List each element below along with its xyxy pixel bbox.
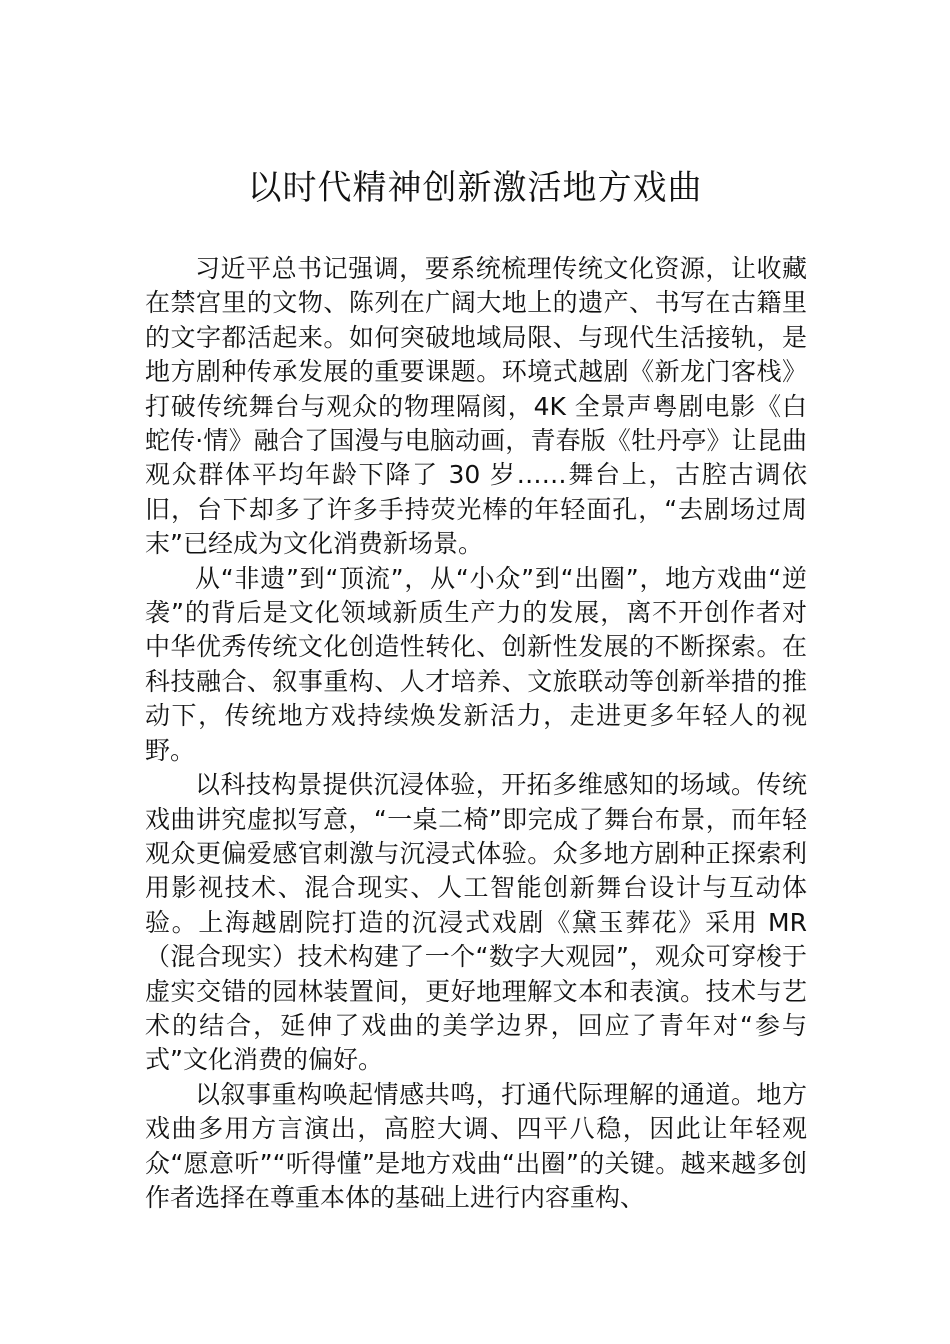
paragraph-4: 以叙事重构唤起情感共鸣，打通代际理解的通道。地方戏曲多用方言演出，高腔大调、四平八稳，因此让年轻观众“愿意听”“听得懂”是地方戏曲“出圈”的关键。越来越多创作者选择在尊重本体的基础上进行内容重构、 [145,1079,807,1212]
document-body [145,252,807,1215]
paragraph-2: 从“非遗”到“顶流”，从“小众”到“出圈”，地方戏曲“逆袭”的背后是文化领域新质生产力的发展，离不开创作者对中华优秀传统文化创造性转化、创新性发展的不断探索。在科技融合、叙事重构、人才培养、文旅联动等创新举措的推动下，传统地方戏持续焕发新活力，走进更多年轻人的视野。 [145,563,807,765]
document-title: 以时代精神创新激活地方戏曲 [247,168,703,208]
paragraph-3: 以科技构景提供沉浸体验，开拓多维感知的场域。传统戏曲讲究虚拟写意，“一桌二椅”即完成了舞台布景，而年轻观众更偏爱感官刺激与沉浸式体验。众多地方剧种正探索利用影视技术、混合现实、人工智能创新舞台设计与互动体验。上海越剧院打造的沉浸式戏剧《黛玉葬花》采用 MR（混合现实）技术构建了一个“数字大观园”，观众可穿梭于虚实交错的园林装置间，更好地理解文本和表演。技术与艺术的结合，延伸了戏曲的美学边界，回应了青年对“参与式”文化消费的偏好。 [145,770,807,1075]
paragraph-1: 习近平总书记强调，要系统梳理传统文化资源，让收藏在禁宫里的文物、陈列在广阔大地上的遗产、书写在古籍里的文字都活起来。如何突破地域局限、与现代生活接轨，是地方剧种传承发展的重要课题。环境式越剧《新龙门客栈》打破传统舞台与观众的物理隔阂，4K 全景声粤剧电影《白蛇传·情》融合了国漫与电脑动画，青春版《牡丹亭》让昆曲观众群体平均年龄下降了 30 岁……舞台上，古腔古调依旧，台下却多了许多手持荧光棒的年轻面孔，“去剧场过周末”已经成为文化消费新场景。 [145,254,807,559]
